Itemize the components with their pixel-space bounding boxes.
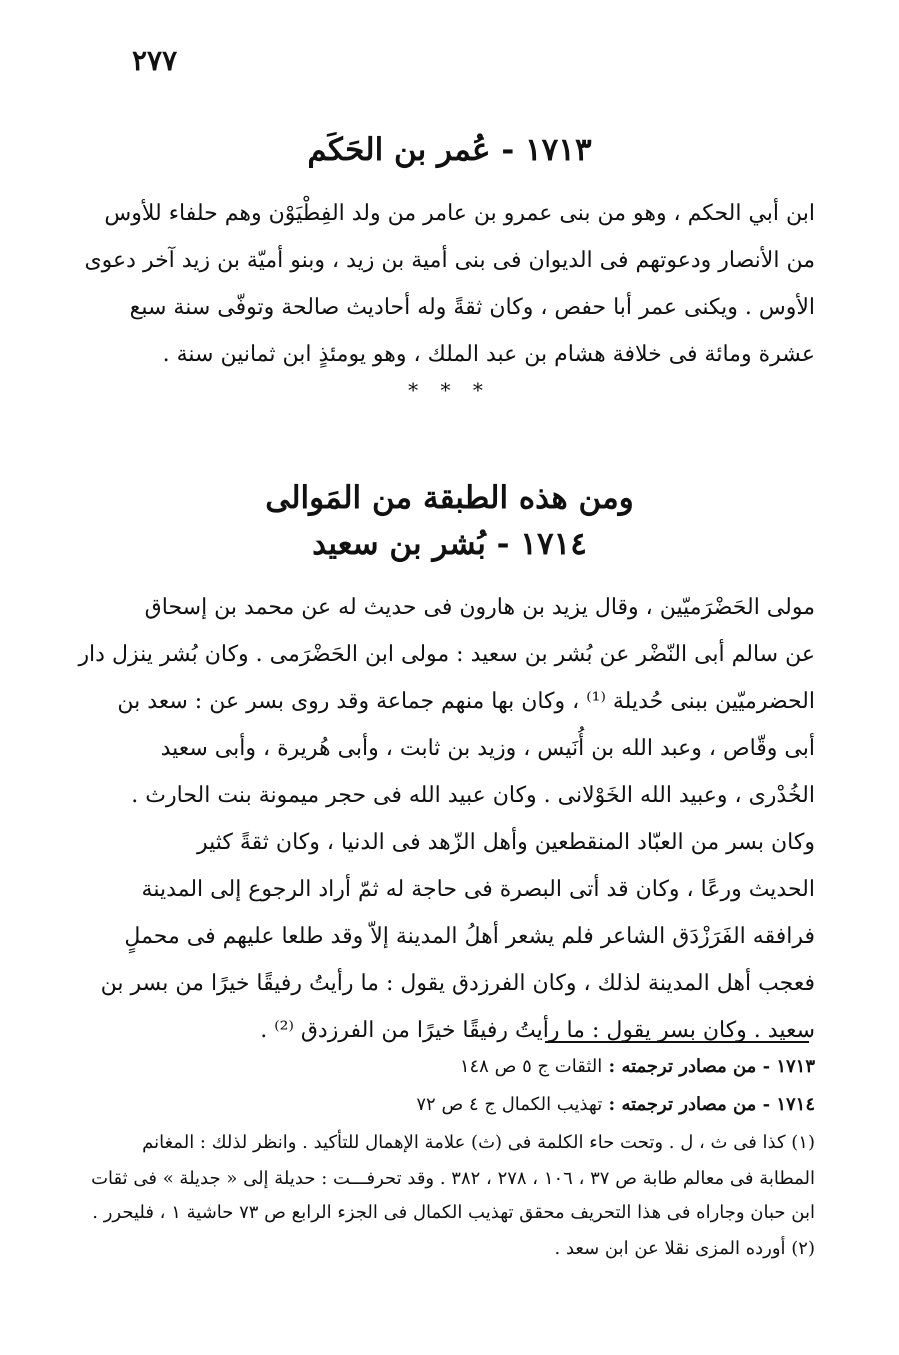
body-line: فرافقه الفَرَزْدَق الشاعر فلم يشعر أهلُ المدينة إلاّ وقد طلعا عليهم فى محملٍ [124, 924, 815, 949]
body-line: وكان بسر من العبّاد المنقطعين وأهل الزّهد فى الدنيا ، وكان ثقةً كثير [197, 830, 815, 855]
footnote-2: (٢) أورده المزى نقلا عن ابن سعد . [554, 1238, 815, 1259]
body-line: الحديث ورعًا ، وكان قد أتى البصرة فى حاجة له ثمّ أراد الرجوع إلى المدينة [141, 877, 815, 902]
body-line: أبى وقّاص ، وعبد الله بن أُنَيس ، وزيد بن ثابت ، وأبى هُريرة ، وأبى سعيد [160, 736, 815, 761]
body-line: عشرة ومائة فى خلافة هشام بن عبد الملك ، وهو يومئذٍ ابن ثمانين سنة . [162, 342, 815, 367]
footnote-source-ref: تهذيب الكمال ج ٤ ص ٧٢ [416, 1094, 603, 1115]
body-line: الأوس . ويكنى عمر أبا حفص ، وكان ثقةً وله أحاديث صالحة وتوفّى سنة سبع [129, 295, 815, 320]
body-line: مولى الحَضْرَميّين ، وقال يزيد بن هارون فى حديث له عن محمد بن إسحاق [144, 595, 815, 620]
footnote-source-1713 [112, 1050, 815, 1084]
section-heading: ومن هذه الطبقة من المَوالى [265, 480, 634, 516]
footnote-source-1714 [112, 1088, 815, 1122]
footnote-rule [545, 1041, 809, 1043]
entry-1713-heading: ١٧١٣ - عُمر بن الحَكَم [307, 132, 592, 168]
body-line: فعجب أهل المدينة لذلك ، وكان الفرزدق يقول : ما رأيتُ رفيقًا خيرًا من بسر بن [100, 971, 815, 996]
page-number: ٢٧٧ [132, 44, 178, 77]
footnote-1-line: (١) كذا فى ث ، ل . وتحت حاء الكلمة فى (ث) علامة الإهمال للتأكيد . وانظر لذلك : المغانم [142, 1132, 815, 1153]
footnote-1-line: ابن حبان وجاراه فى هذا التحريف محقق تهذيب الكمال فى الجزء الرابع ص ٧٣ حاشية ١ ، فليحرر . [92, 1202, 815, 1223]
footnote-source-label: ١٧١٣ - من مصادر ترجمته : [608, 1056, 815, 1077]
footnote-source-ref: الثقات ج ٥ ص ١٤٨ [459, 1056, 603, 1077]
body-line: عن سالم أبى النّضْر عن بُشر بن سعيد : مولى ابن الحَضْرَمى . وكان بُشر ينزل دار [78, 642, 815, 667]
entry-1713-body [84, 190, 815, 378]
entry-1714-body [78, 584, 815, 1054]
body-line: ابن أبي الحكم ، وهو من بنى عمرو بن عامر من ولد الفِطْيَوْن وهم حلفاء للأوس [104, 201, 815, 226]
entry-1714-heading: ١٧١٤ - بُشر بن سعيد [312, 526, 587, 562]
body-line: الخُدْرى ، وعبيد الله الخَوْلانى . وكان عبيد الله فى حجر ميمونة بنت الحارث . [131, 783, 815, 808]
section-separator: * * * [408, 378, 491, 402]
body-line: سعيد . وكان بسر يقول : ما رأيتُ رفيقًا خيرًا من الفرزدق ⁽²⁾ . [260, 1018, 815, 1043]
footnote-1-line: المطابة فى معالم طابة ص ٣٧ ، ١٠٦ ، ٢٧٨ ، ٣٨٢ . وقد تحرفـــت : حديلة إلى « جديلة » فى ثقات [91, 1168, 815, 1189]
body-line: من الأنصار ودعوتهم فى الديوان فى بنى أمية بن زيد ، وبنو أميّة بن زيد آخر دعوى [84, 248, 815, 273]
body-line: الحضرميّين ببنى حُديلة ⁽¹⁾ ، وكان بها منهم جماعة وقد روى بسر عن : سعد بن [117, 689, 815, 714]
footnote-source-label: ١٧١٤ - من مصادر ترجمته : [608, 1094, 815, 1115]
